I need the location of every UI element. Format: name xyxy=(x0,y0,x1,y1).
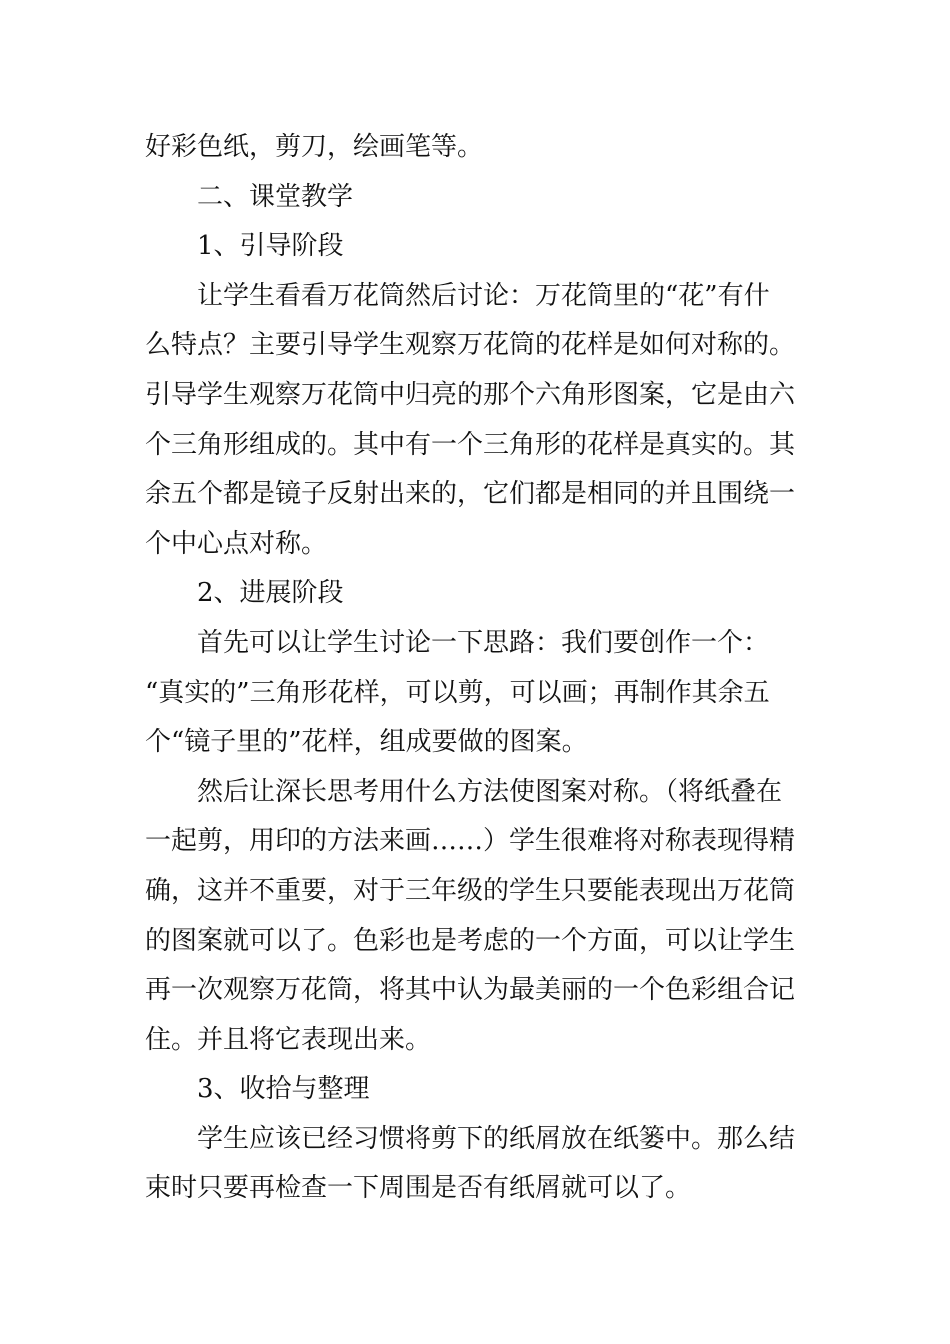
paragraph-line: 一起剪，用印的方法来画……）学生很难将对称表现得精 xyxy=(145,826,796,857)
document-body xyxy=(145,123,805,1214)
paragraph-line: 么特点？主要引导学生观察万花筒的花样是如何对称的。 xyxy=(145,330,796,361)
subsection-heading-guiding-stage: 1、引导阶段 xyxy=(197,231,344,262)
paragraph-line: 然后让深长思考用什么方法使图案对称。（将纸叠在 xyxy=(197,776,783,807)
subsection-heading-development-stage: 2、进展阶段 xyxy=(197,578,344,609)
subsection-heading-tidy-up: 3、收拾与整理 xyxy=(197,1074,370,1105)
paragraph-line: 确，这并不重要，对于三年级的学生只要能表现出万花筒 xyxy=(145,875,796,906)
paragraph-line: 束时只要再检查一下周围是否有纸屑就可以了。 xyxy=(145,1173,692,1204)
paragraph-line: 再一次观察万花筒，将其中认为最美丽的一个色彩组合记 xyxy=(145,975,796,1006)
paragraph-line: 个“镜子里的”花样，组成要做的图案。 xyxy=(145,727,588,758)
paragraph-line: 引导学生观察万花筒中归亮的那个六角形图案，它是由六 xyxy=(145,379,796,410)
paragraph-line: 个三角形组成的。其中有一个三角形的花样是真实的。其 xyxy=(145,429,796,460)
paragraph-line: “真实的”三角形花样，可以剪，可以画；再制作其余五 xyxy=(145,677,770,708)
paragraph-line: 余五个都是镜子反射出来的，它们都是相同的并且围绕一 xyxy=(145,479,796,510)
paragraph-line: 首先可以让学生讨论一下思路：我们要创作一个： xyxy=(197,627,770,658)
text-line-continuation: 好彩色纸，剪刀，绘画笔等。 xyxy=(145,132,484,162)
section-heading-classroom-teaching: 二、课堂教学 xyxy=(197,181,354,212)
paragraph-line: 学生应该已经习惯将剪下的纸屑放在纸篓中。那么结 xyxy=(197,1123,796,1154)
paragraph-line: 个中心点对称。 xyxy=(145,528,328,559)
paragraph-line: 住。并且将它表现出来。 xyxy=(145,1024,432,1055)
paragraph-line: 的图案就可以了。色彩也是考虑的一个方面，可以让学生 xyxy=(145,925,796,956)
paragraph-line: 让学生看看万花筒然后讨论：万花筒里的“花”有什 xyxy=(197,280,770,311)
